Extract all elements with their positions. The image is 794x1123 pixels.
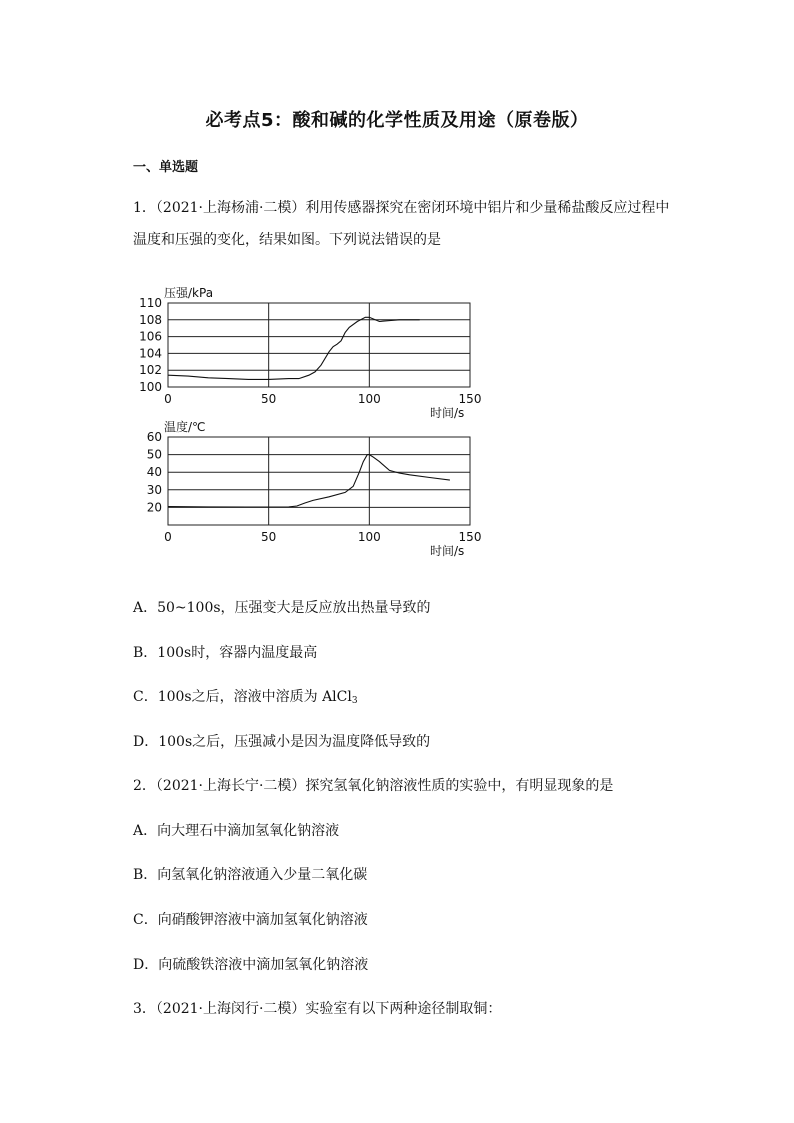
temperature-series-line (168, 455, 450, 507)
pressure-x-tick-label: 150 (458, 392, 482, 406)
temperature-plot-frame (168, 437, 470, 525)
temperature-x-tick-label: 100 (357, 530, 381, 544)
temperature-y-tick-label: 40 (146, 465, 162, 480)
question-2-option-d[interactable]: D．向硫酸铁溶液中滴加氢氧化钠溶液 (133, 957, 369, 973)
pressure-chart (139, 286, 481, 420)
pressure-y-tick-label: 108 (139, 312, 162, 327)
option-c-text: C．100s之后，溶液中溶质为 AlCl (133, 689, 352, 705)
option-c-subscript: 3 (351, 696, 358, 706)
temperature-y-tick-label: 30 (146, 482, 162, 497)
temperature-x-tick-label: 0 (164, 530, 172, 544)
temperature-y-tick-label: 60 (146, 430, 162, 444)
question-1-option-b[interactable]: B．100s时，容器内温度最高 (133, 645, 318, 661)
pressure-y-tick-label: 104 (139, 346, 162, 361)
question-1-stem-line2: 温度和压强的变化，结果如图。下列说法错误的是 (133, 232, 441, 248)
temperature-y-axis-label: 温度/℃ (164, 420, 206, 434)
pressure-y-tick-label: 102 (139, 363, 162, 378)
temperature-y-tick-label: 50 (146, 447, 162, 462)
temperature-x-axis-label: 时间/s (430, 544, 465, 558)
pressure-x-tick-label: 50 (261, 392, 277, 406)
question-2-option-b[interactable]: B．向氢氧化钠溶液通入少量二氧化碳 (133, 867, 368, 883)
pressure-y-axis-label: 压强/kPa (164, 286, 214, 300)
question-1-figure (120, 275, 500, 570)
question-3-stem: 3．（2021·上海闵行·二模）实验室有以下两种途径制取铜： (133, 1001, 502, 1017)
pressure-y-tick-label: 106 (139, 329, 162, 344)
pressure-plot-frame (168, 303, 470, 387)
temperature-chart (147, 419, 482, 558)
temperature-y-tick-label: 20 (146, 500, 162, 515)
pressure-y-tick-label: 100 (139, 380, 162, 394)
pressure-y-tick-label: 110 (139, 296, 162, 310)
pressure-x-tick-label: 0 (164, 392, 172, 406)
section-heading: 一、单选题 (133, 160, 199, 175)
question-2-stem: 2．（2021·上海长宁·二模）探究氢氧化钠溶液性质的实验中，有明显现象的是 (133, 778, 614, 794)
temperature-x-tick-label: 50 (261, 530, 277, 544)
question-1-option-d[interactable]: D．100s之后，压强减小是因为温度降低导致的 (133, 734, 431, 750)
pressure-x-tick-label: 100 (357, 392, 381, 406)
question-1-option-a[interactable]: A．50~100s，压强变大是反应放出热量导致的 (133, 600, 431, 616)
question-2-option-a[interactable]: A．向大理石中滴加氢氧化钠溶液 (133, 823, 340, 839)
page-title: 必考点5：酸和碱的化学性质及用途（原卷版） (205, 110, 589, 131)
question-2-option-c[interactable]: C．向硝酸钾溶液中滴加氢氧化钠溶液 (133, 912, 368, 928)
pressure-x-axis-label: 时间/s (430, 406, 465, 420)
question-1-option-c[interactable] (133, 686, 358, 706)
temperature-x-tick-label: 150 (458, 530, 482, 544)
question-1-stem-line1: 1．（2021·上海杨浦·二模）利用传感器探究在密闭环境中铝片和少量稀盐酸反应过程中 (133, 200, 670, 216)
